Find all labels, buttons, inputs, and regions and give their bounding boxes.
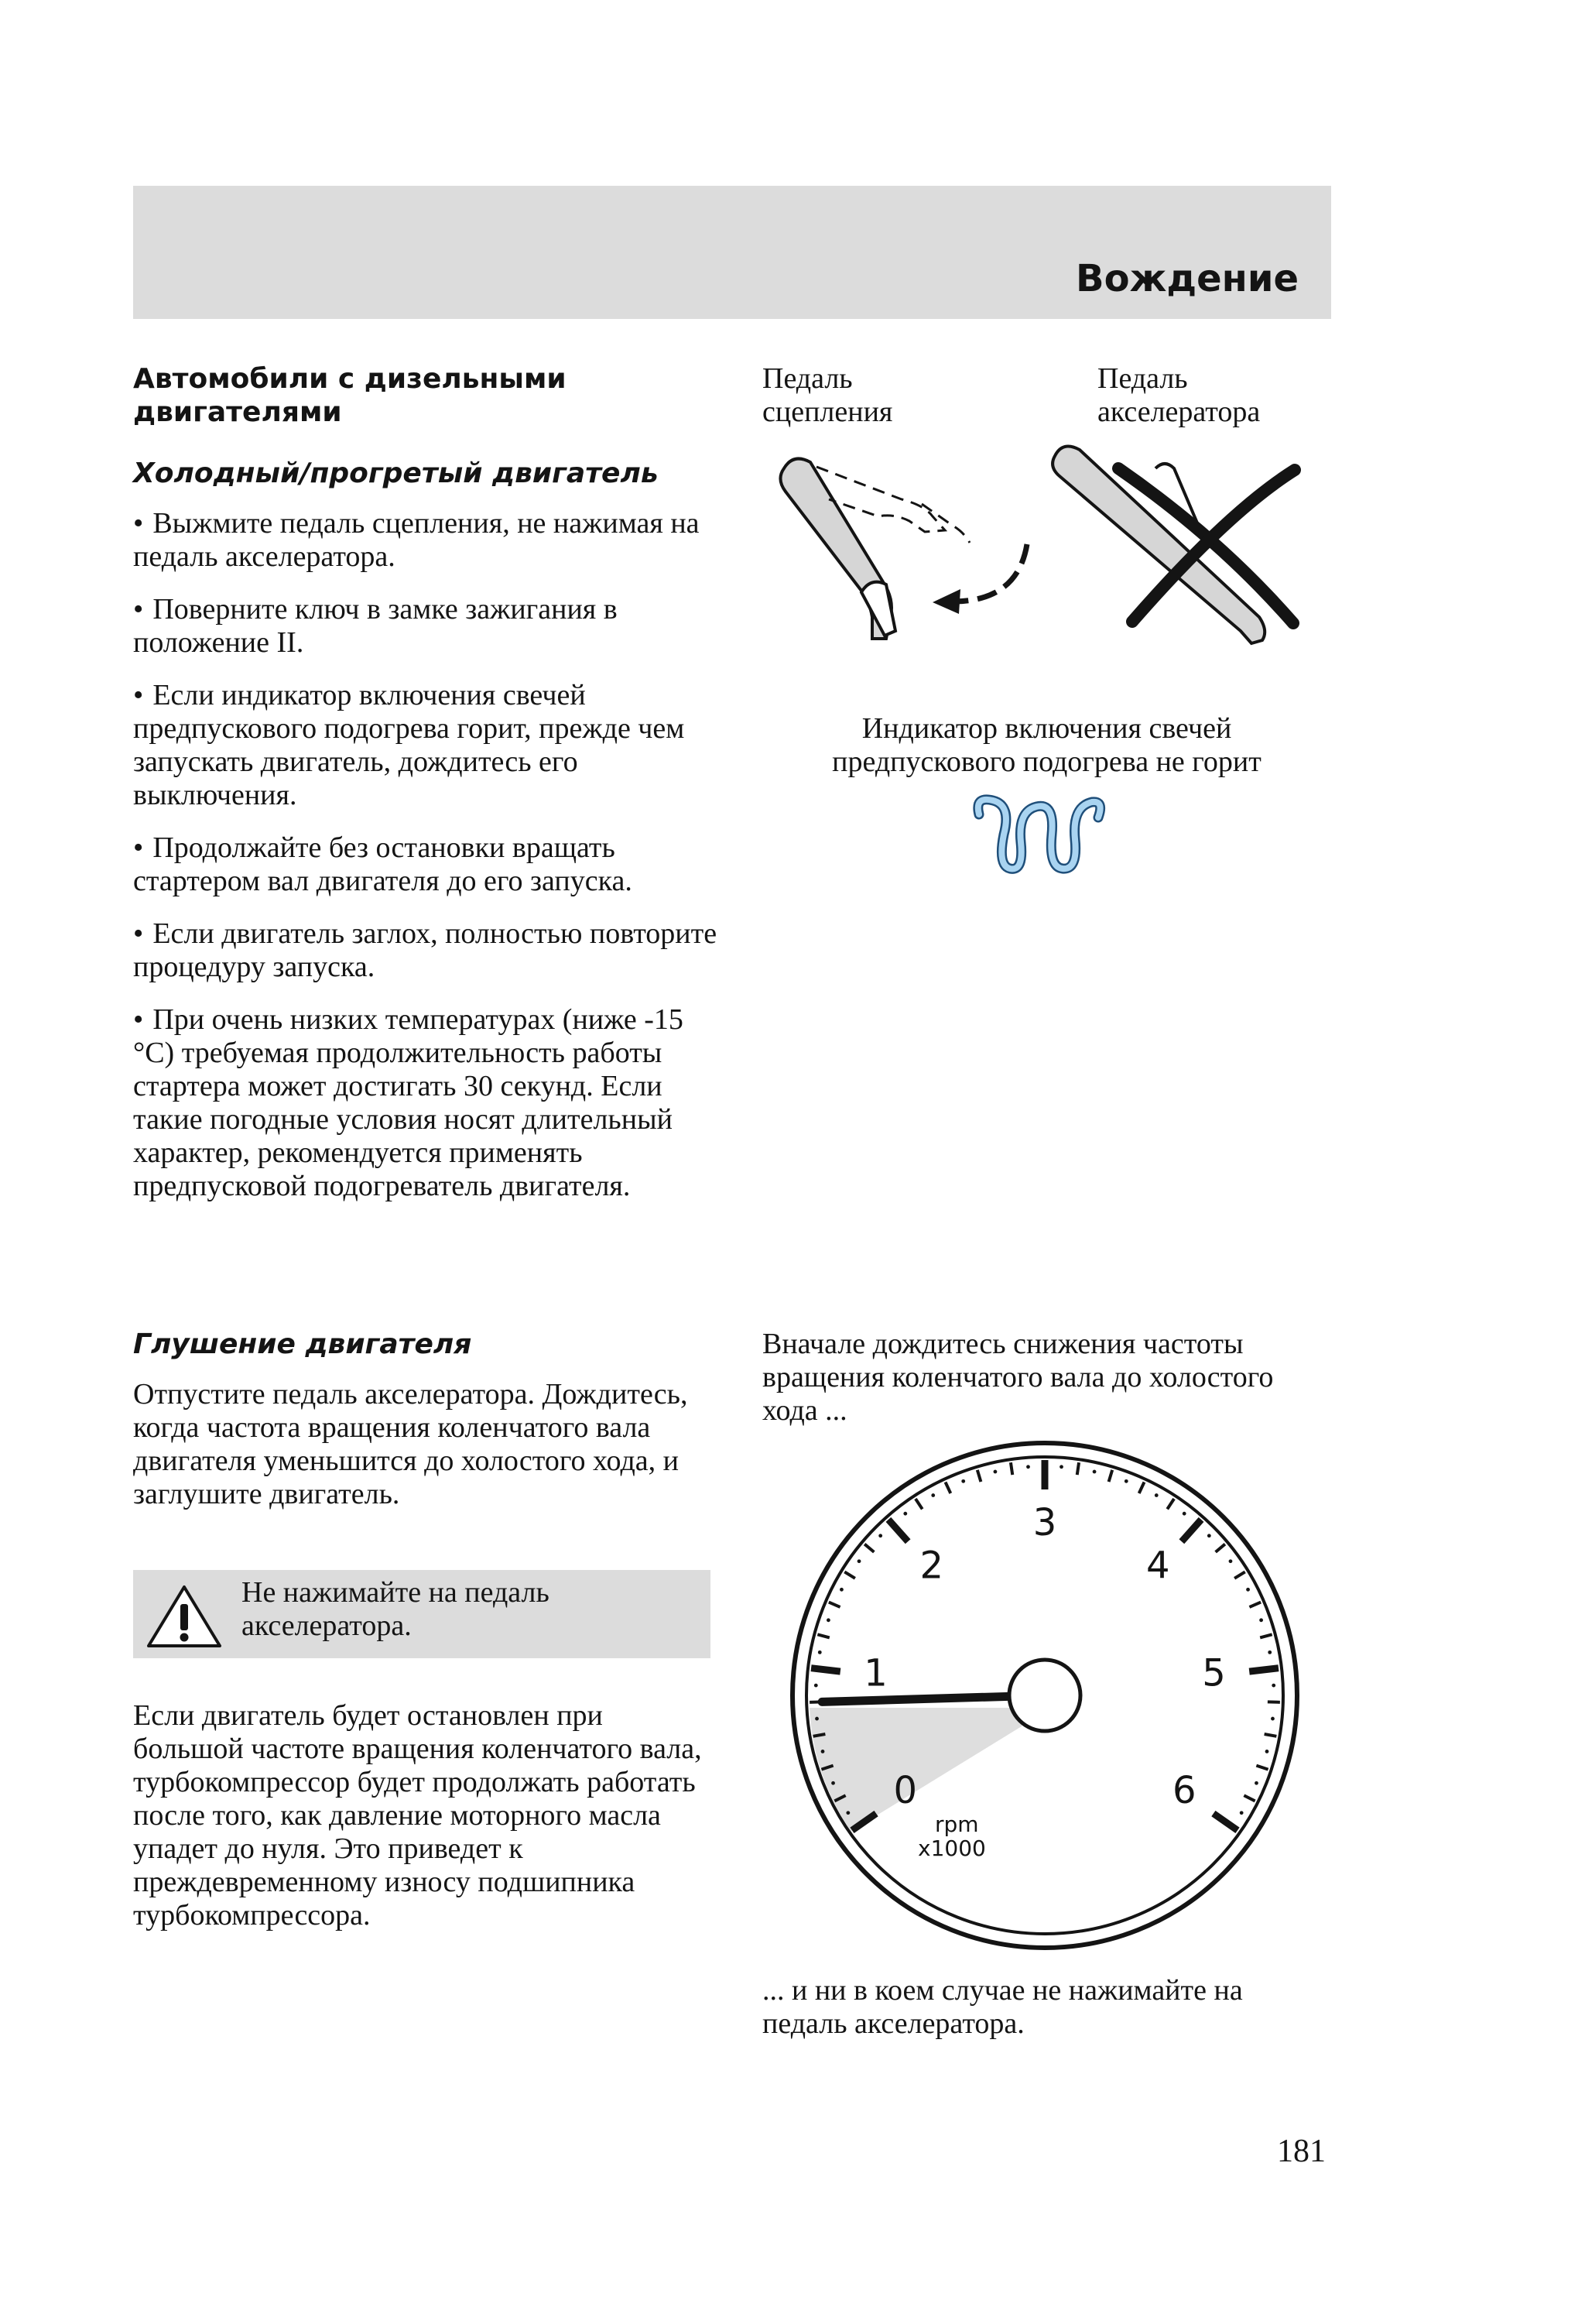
list-item: • Если индикатор включения свечей предпускового подогрева горит, прежде чем запускать двигатель, дождитесь его выключения. xyxy=(133,679,685,811)
tick-label-4: 4 xyxy=(1145,1544,1170,1588)
list-item: • Поверните ключ в замке зажигания в положение II. xyxy=(133,593,618,659)
fine-tick xyxy=(1093,1470,1097,1474)
tick-label-0: 0 xyxy=(893,1769,918,1813)
fine-tick xyxy=(858,1559,861,1563)
minor-tick xyxy=(1011,1462,1012,1475)
fine-tick xyxy=(1229,1559,1233,1563)
subheading-engine-stop: Глушение двигателя xyxy=(133,1328,472,1360)
fine-tick xyxy=(1155,1493,1159,1497)
clutch-pedal-illustration xyxy=(770,445,1049,646)
fine-tick xyxy=(1240,1811,1244,1815)
fine-tick xyxy=(815,1717,819,1721)
heading-diesel-cars: Автомобили с дизельными двигателями xyxy=(133,363,567,428)
header-band xyxy=(133,186,1331,319)
list-item: • Выжмите педаль сцепления, не нажимая на педаль акселератора. xyxy=(133,507,700,573)
tachometer-gauge xyxy=(774,1440,1316,1951)
fine-tick xyxy=(961,1479,965,1483)
fine-tick xyxy=(1060,1465,1063,1469)
fine-tick xyxy=(831,1781,835,1785)
accelerator-pedal-crossed-illustration xyxy=(1049,437,1304,646)
section-title: Вождение xyxy=(1076,257,1299,300)
rpm-multiplier-label: x1000 xyxy=(918,1836,986,1861)
fine-tick xyxy=(1207,1534,1211,1537)
turbo-paragraph: Если двигатель будет остановлен при большой частоте вращения коленчатого вала, турбокомпрессор будет продолжать работать после того, как давление моторного масла упадет до нуля. Это приведет к преждевременному износу подшипника турбокомпрессора. xyxy=(133,1699,702,1932)
fine-tick xyxy=(818,1650,822,1654)
fine-tick xyxy=(846,1811,850,1815)
rpm-unit-label: rpm xyxy=(935,1812,979,1837)
list-item: • Продолжайте без остановки вращать стартером вал двигателя до его запуска. xyxy=(133,831,632,897)
tick-label-5: 5 xyxy=(1202,1651,1226,1695)
warning-box xyxy=(133,1570,710,1658)
fine-tick xyxy=(1183,1512,1186,1516)
fine-tick xyxy=(903,1512,907,1516)
fine-tick xyxy=(1271,1717,1275,1721)
tachometer-caption-bottom: ... и ни в коем случае не нажимайте на педаль акселератора. xyxy=(762,1974,1243,2040)
fine-tick xyxy=(931,1493,935,1497)
fine-tick xyxy=(814,1684,818,1688)
engine-stop-paragraph: Отпустите педаль акселератора. Дождитесь, когда частота вращения коленчатого вала двигателя уменьшится до холостого хода, и заглушите двигатель. xyxy=(133,1378,688,1510)
fine-tick xyxy=(821,1750,825,1753)
fine-tick xyxy=(878,1534,882,1537)
needle-hub xyxy=(1009,1660,1080,1731)
fine-tick xyxy=(1265,1750,1269,1753)
clutch-pedal-label: Педаль сцепления xyxy=(762,362,893,428)
list-item: • При очень низких температурах (ниже -15 °C) требуемая продолжительность работы стартера может достигать 30 секунд. Если такие погодные условия носят длительный характер, рекомендуется применять предпусковой подогреватель двигателя. xyxy=(133,1003,683,1202)
major-tick xyxy=(1249,1668,1279,1671)
accelerator-pedal-label: Педаль акселератора xyxy=(1097,362,1261,428)
warning-text: Не нажимайте на педаль акселератора. xyxy=(241,1576,549,1642)
fine-tick xyxy=(827,1618,830,1622)
list-item: • Если двигатель заглох, полностью повторите процедуру запуска. xyxy=(133,917,717,983)
fine-tick xyxy=(840,1588,844,1592)
glow-plug-icon xyxy=(964,788,1111,881)
fine-tick xyxy=(1026,1465,1030,1469)
fine-tick xyxy=(1246,1588,1250,1592)
tachometer-caption-top: Вначале дождитесь снижения частоты вращения коленчатого вала до холостого хода ... xyxy=(762,1328,1274,1427)
tick-label-1: 1 xyxy=(864,1651,888,1695)
subheading-cold-warm-engine: Холодный/прогретый двигатель xyxy=(133,458,659,489)
major-tick xyxy=(811,1668,840,1671)
minor-tick xyxy=(1265,1734,1277,1736)
minor-tick xyxy=(813,1734,826,1736)
fine-tick xyxy=(1268,1650,1272,1654)
fine-tick xyxy=(1259,1618,1263,1622)
page-number: 181 xyxy=(1277,2134,1326,2169)
fine-tick xyxy=(1272,1684,1275,1688)
tick-label-6: 6 xyxy=(1172,1769,1196,1813)
fine-tick xyxy=(1125,1479,1128,1483)
tick-label-2: 2 xyxy=(919,1544,944,1588)
warning-triangle-icon xyxy=(145,1584,223,1649)
start-procedure-list xyxy=(133,507,721,1222)
tick-label-3: 3 xyxy=(1032,1501,1057,1544)
fine-tick xyxy=(1255,1781,1258,1785)
fine-tick xyxy=(994,1470,998,1474)
glow-plug-caption: Индикатор включения свечей предпускового подогрева не горит xyxy=(832,712,1261,778)
minor-tick xyxy=(1077,1462,1079,1475)
